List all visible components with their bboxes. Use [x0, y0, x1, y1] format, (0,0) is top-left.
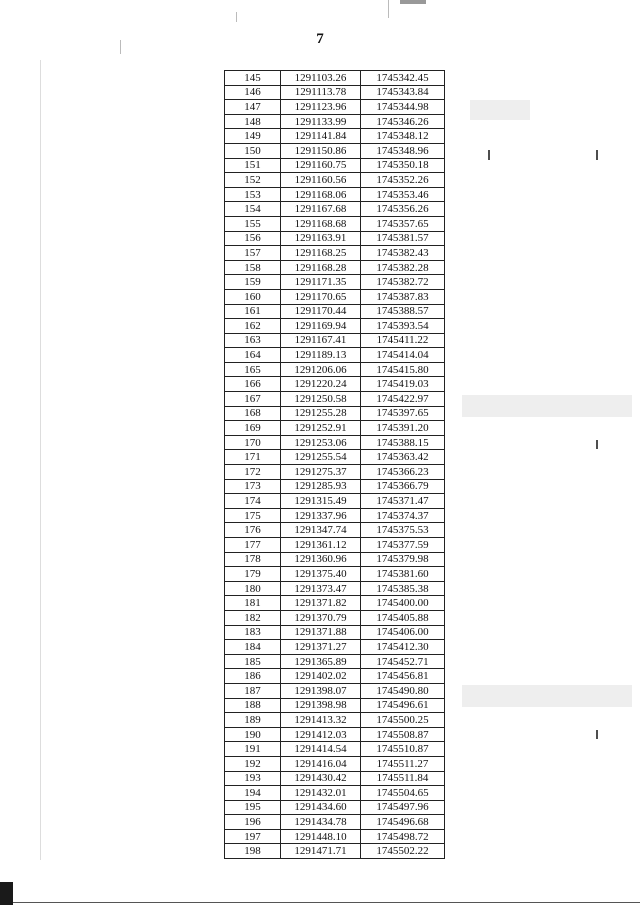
y-coordinate-cell: 1745342.45	[361, 71, 445, 86]
point-number-cell: 169	[225, 421, 281, 436]
table-row	[225, 640, 445, 655]
x-coordinate-cell: 1291412.03	[281, 727, 361, 742]
table-row	[225, 421, 445, 436]
y-coordinate-cell: 1745497.96	[361, 800, 445, 815]
point-number-cell: 145	[225, 71, 281, 86]
point-number-cell: 157	[225, 246, 281, 261]
x-coordinate-cell: 1291168.28	[281, 260, 361, 275]
table-row	[225, 829, 445, 844]
x-coordinate-cell: 1291337.96	[281, 508, 361, 523]
table-row	[225, 129, 445, 144]
point-number-cell: 166	[225, 377, 281, 392]
x-coordinate-cell: 1291113.78	[281, 85, 361, 100]
point-number-cell: 152	[225, 173, 281, 188]
x-coordinate-cell: 1291171.35	[281, 275, 361, 290]
point-number-cell: 168	[225, 406, 281, 421]
y-coordinate-cell: 1745379.98	[361, 552, 445, 567]
y-coordinate-cell: 1745357.65	[361, 216, 445, 231]
point-number-cell: 147	[225, 100, 281, 115]
table-row	[225, 187, 445, 202]
x-coordinate-cell: 1291448.10	[281, 829, 361, 844]
point-number-cell: 153	[225, 187, 281, 202]
y-coordinate-cell: 1745411.22	[361, 333, 445, 348]
point-number-cell: 146	[225, 85, 281, 100]
y-coordinate-cell: 1745456.81	[361, 669, 445, 684]
x-coordinate-cell: 1291170.65	[281, 289, 361, 304]
table-row	[225, 143, 445, 158]
x-coordinate-cell: 1291123.96	[281, 100, 361, 115]
point-number-cell: 163	[225, 333, 281, 348]
x-coordinate-cell: 1291160.56	[281, 173, 361, 188]
y-coordinate-cell: 1745382.72	[361, 275, 445, 290]
y-coordinate-cell: 1745387.83	[361, 289, 445, 304]
point-number-cell: 177	[225, 538, 281, 553]
y-coordinate-cell: 1745500.25	[361, 713, 445, 728]
y-coordinate-cell: 1745391.20	[361, 421, 445, 436]
point-number-cell: 156	[225, 231, 281, 246]
table-row	[225, 508, 445, 523]
table-row	[225, 581, 445, 596]
point-number-cell: 183	[225, 625, 281, 640]
point-number-cell: 182	[225, 610, 281, 625]
y-coordinate-cell: 1745496.61	[361, 698, 445, 713]
point-number-cell: 190	[225, 727, 281, 742]
y-coordinate-cell: 1745412.30	[361, 640, 445, 655]
x-coordinate-cell: 1291371.82	[281, 596, 361, 611]
table-row	[225, 698, 445, 713]
x-coordinate-cell: 1291402.02	[281, 669, 361, 684]
point-number-cell: 154	[225, 202, 281, 217]
x-coordinate-cell: 1291220.24	[281, 377, 361, 392]
table-row	[225, 260, 445, 275]
x-coordinate-cell: 1291375.40	[281, 567, 361, 582]
point-number-cell: 158	[225, 260, 281, 275]
table-row	[225, 100, 445, 115]
table-row	[225, 450, 445, 465]
x-coordinate-cell: 1291432.01	[281, 786, 361, 801]
y-coordinate-cell: 1745400.00	[361, 596, 445, 611]
scan-speck	[462, 685, 632, 707]
scan-edge-mark	[0, 882, 13, 905]
x-coordinate-cell: 1291373.47	[281, 581, 361, 596]
table-row	[225, 786, 445, 801]
x-coordinate-cell: 1291160.75	[281, 158, 361, 173]
table-row	[225, 771, 445, 786]
x-coordinate-cell: 1291167.68	[281, 202, 361, 217]
point-number-cell: 175	[225, 508, 281, 523]
scan-speck	[488, 150, 490, 160]
point-number-cell: 151	[225, 158, 281, 173]
point-number-cell: 172	[225, 465, 281, 480]
point-number-cell: 193	[225, 771, 281, 786]
point-number-cell: 196	[225, 815, 281, 830]
table-row	[225, 377, 445, 392]
y-coordinate-cell: 1745388.15	[361, 435, 445, 450]
y-coordinate-cell: 1745511.84	[361, 771, 445, 786]
y-coordinate-cell: 1745348.96	[361, 143, 445, 158]
y-coordinate-cell: 1745366.23	[361, 465, 445, 480]
scan-speck	[120, 40, 121, 54]
y-coordinate-cell: 1745419.03	[361, 377, 445, 392]
table-row	[225, 319, 445, 334]
table-row	[225, 275, 445, 290]
table-row	[225, 494, 445, 509]
point-number-cell: 150	[225, 143, 281, 158]
y-coordinate-cell: 1745504.65	[361, 786, 445, 801]
y-coordinate-cell: 1745352.26	[361, 173, 445, 188]
table-row	[225, 742, 445, 757]
table-row	[225, 552, 445, 567]
table-row	[225, 683, 445, 698]
y-coordinate-cell: 1745366.79	[361, 479, 445, 494]
point-number-cell: 159	[225, 275, 281, 290]
y-coordinate-cell: 1745490.80	[361, 683, 445, 698]
point-number-cell: 173	[225, 479, 281, 494]
point-number-cell: 189	[225, 713, 281, 728]
point-number-cell: 167	[225, 392, 281, 407]
table-row	[225, 567, 445, 582]
page-number: 7	[316, 31, 324, 47]
point-number-cell: 191	[225, 742, 281, 757]
x-coordinate-cell: 1291275.37	[281, 465, 361, 480]
point-number-cell: 165	[225, 362, 281, 377]
x-coordinate-cell: 1291285.93	[281, 479, 361, 494]
x-coordinate-cell: 1291414.54	[281, 742, 361, 757]
scan-speck	[470, 100, 530, 120]
table-row	[225, 231, 445, 246]
y-coordinate-cell: 1745344.98	[361, 100, 445, 115]
table-row	[225, 625, 445, 640]
point-number-cell: 188	[225, 698, 281, 713]
y-coordinate-cell: 1745381.60	[361, 567, 445, 582]
table-row	[225, 756, 445, 771]
y-coordinate-cell: 1745356.26	[361, 202, 445, 217]
point-number-cell: 174	[225, 494, 281, 509]
y-coordinate-cell: 1745496.68	[361, 815, 445, 830]
point-number-cell: 162	[225, 319, 281, 334]
y-coordinate-cell: 1745397.65	[361, 406, 445, 421]
scan-speck	[388, 0, 389, 18]
y-coordinate-cell: 1745422.97	[361, 392, 445, 407]
x-coordinate-cell: 1291169.94	[281, 319, 361, 334]
y-coordinate-cell: 1745382.43	[361, 246, 445, 261]
y-coordinate-cell: 1745350.18	[361, 158, 445, 173]
point-number-cell: 185	[225, 654, 281, 669]
y-coordinate-cell: 1745382.28	[361, 260, 445, 275]
x-coordinate-cell: 1291365.89	[281, 654, 361, 669]
point-number-cell: 176	[225, 523, 281, 538]
scan-speck	[596, 730, 598, 739]
table-row	[225, 538, 445, 553]
point-number-cell: 195	[225, 800, 281, 815]
scan-bottom-line	[13, 902, 640, 903]
point-number-cell: 198	[225, 844, 281, 859]
table-row	[225, 216, 445, 231]
table-row	[225, 85, 445, 100]
x-coordinate-cell: 1291163.91	[281, 231, 361, 246]
x-coordinate-cell: 1291141.84	[281, 129, 361, 144]
table-row	[225, 304, 445, 319]
coordinates-table	[224, 70, 445, 859]
point-number-cell: 164	[225, 348, 281, 363]
y-coordinate-cell: 1745502.22	[361, 844, 445, 859]
table-row	[225, 654, 445, 669]
x-coordinate-cell: 1291434.60	[281, 800, 361, 815]
y-coordinate-cell: 1745388.57	[361, 304, 445, 319]
point-number-cell: 184	[225, 640, 281, 655]
y-coordinate-cell: 1745405.88	[361, 610, 445, 625]
y-coordinate-cell: 1745343.84	[361, 85, 445, 100]
y-coordinate-cell: 1745510.87	[361, 742, 445, 757]
point-number-cell: 187	[225, 683, 281, 698]
point-number-cell: 194	[225, 786, 281, 801]
x-coordinate-cell: 1291347.74	[281, 523, 361, 538]
scan-speck	[596, 440, 598, 449]
x-coordinate-cell: 1291471.71	[281, 844, 361, 859]
y-coordinate-cell: 1745406.00	[361, 625, 445, 640]
point-number-cell: 148	[225, 114, 281, 129]
y-coordinate-cell: 1745414.04	[361, 348, 445, 363]
y-coordinate-cell: 1745353.46	[361, 187, 445, 202]
table-row	[225, 465, 445, 480]
table-row	[225, 348, 445, 363]
y-coordinate-cell: 1745452.71	[361, 654, 445, 669]
x-coordinate-cell: 1291413.32	[281, 713, 361, 728]
table-row	[225, 406, 445, 421]
x-coordinate-cell: 1291167.41	[281, 333, 361, 348]
y-coordinate-cell: 1745498.72	[361, 829, 445, 844]
x-coordinate-cell: 1291133.99	[281, 114, 361, 129]
x-coordinate-cell: 1291255.54	[281, 450, 361, 465]
point-number-cell: 170	[225, 435, 281, 450]
table-row	[225, 362, 445, 377]
x-coordinate-cell: 1291416.04	[281, 756, 361, 771]
table-row	[225, 727, 445, 742]
table-row	[225, 800, 445, 815]
y-coordinate-cell: 1745375.53	[361, 523, 445, 538]
table-row	[225, 669, 445, 684]
x-coordinate-cell: 1291434.78	[281, 815, 361, 830]
x-coordinate-cell: 1291189.13	[281, 348, 361, 363]
table-row	[225, 158, 445, 173]
x-coordinate-cell: 1291253.06	[281, 435, 361, 450]
point-number-cell: 161	[225, 304, 281, 319]
table-row	[225, 289, 445, 304]
point-number-cell: 155	[225, 216, 281, 231]
x-coordinate-cell: 1291206.06	[281, 362, 361, 377]
table-row	[225, 173, 445, 188]
x-coordinate-cell: 1291430.42	[281, 771, 361, 786]
table-row	[225, 523, 445, 538]
x-coordinate-cell: 1291103.26	[281, 71, 361, 86]
y-coordinate-cell: 1745381.57	[361, 231, 445, 246]
x-coordinate-cell: 1291168.68	[281, 216, 361, 231]
x-coordinate-cell: 1291371.27	[281, 640, 361, 655]
y-coordinate-cell: 1745511.27	[361, 756, 445, 771]
point-number-cell: 178	[225, 552, 281, 567]
x-coordinate-cell: 1291252.91	[281, 421, 361, 436]
table-row	[225, 713, 445, 728]
table-row	[225, 71, 445, 86]
point-number-cell: 197	[225, 829, 281, 844]
scan-speck	[596, 150, 598, 160]
table-row	[225, 435, 445, 450]
x-coordinate-cell: 1291398.98	[281, 698, 361, 713]
coordinates-table-body	[225, 71, 445, 859]
table-row	[225, 844, 445, 859]
x-coordinate-cell: 1291360.96	[281, 552, 361, 567]
scan-speck	[400, 0, 426, 4]
x-coordinate-cell: 1291370.79	[281, 610, 361, 625]
x-coordinate-cell: 1291250.58	[281, 392, 361, 407]
scan-speck	[40, 60, 41, 860]
point-number-cell: 149	[225, 129, 281, 144]
table-row	[225, 479, 445, 494]
y-coordinate-cell: 1745374.37	[361, 508, 445, 523]
y-coordinate-cell: 1745371.47	[361, 494, 445, 509]
y-coordinate-cell: 1745415.80	[361, 362, 445, 377]
y-coordinate-cell: 1745348.12	[361, 129, 445, 144]
x-coordinate-cell: 1291315.49	[281, 494, 361, 509]
point-number-cell: 180	[225, 581, 281, 596]
y-coordinate-cell: 1745377.59	[361, 538, 445, 553]
point-number-cell: 160	[225, 289, 281, 304]
point-number-cell: 181	[225, 596, 281, 611]
x-coordinate-cell: 1291398.07	[281, 683, 361, 698]
point-number-cell: 192	[225, 756, 281, 771]
table-row	[225, 114, 445, 129]
x-coordinate-cell: 1291168.25	[281, 246, 361, 261]
table-row	[225, 596, 445, 611]
x-coordinate-cell: 1291255.28	[281, 406, 361, 421]
y-coordinate-cell: 1745363.42	[361, 450, 445, 465]
y-coordinate-cell: 1745393.54	[361, 319, 445, 334]
table-row	[225, 610, 445, 625]
y-coordinate-cell: 1745508.87	[361, 727, 445, 742]
x-coordinate-cell: 1291150.86	[281, 143, 361, 158]
table-row	[225, 333, 445, 348]
table-row	[225, 246, 445, 261]
table-row	[225, 392, 445, 407]
y-coordinate-cell: 1745346.26	[361, 114, 445, 129]
x-coordinate-cell: 1291168.06	[281, 187, 361, 202]
point-number-cell: 186	[225, 669, 281, 684]
scan-speck	[236, 12, 237, 22]
x-coordinate-cell: 1291371.88	[281, 625, 361, 640]
table-row	[225, 815, 445, 830]
point-number-cell: 179	[225, 567, 281, 582]
y-coordinate-cell: 1745385.38	[361, 581, 445, 596]
scan-speck	[462, 395, 632, 417]
x-coordinate-cell: 1291170.44	[281, 304, 361, 319]
point-number-cell: 171	[225, 450, 281, 465]
table-row	[225, 202, 445, 217]
x-coordinate-cell: 1291361.12	[281, 538, 361, 553]
